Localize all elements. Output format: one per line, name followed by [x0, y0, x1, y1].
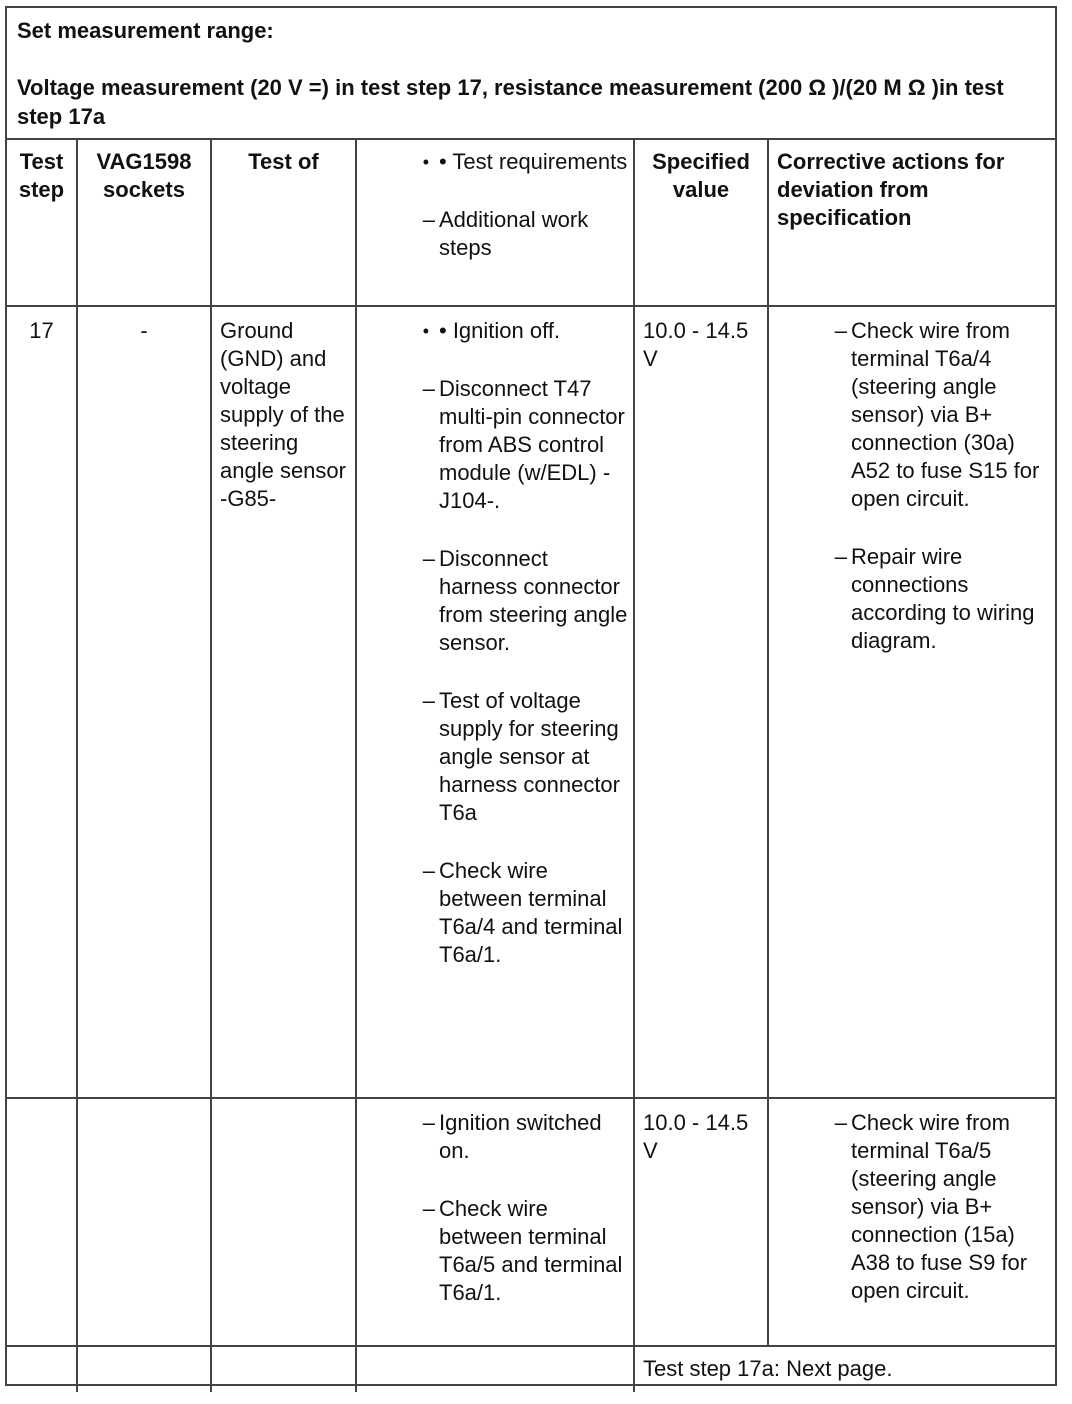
list-item: – Test of voltage supply for steering angle sensor at harness connector T6a	[357, 687, 629, 827]
list-item: – Disconnect harness connector from steering angle sensor.	[357, 545, 629, 657]
header-corrective: Corrective actions for deviation from specification	[768, 140, 1055, 306]
row17-sockets: -	[77, 306, 211, 1098]
list-item: – Repair wire connections according to wiring diagram.	[769, 543, 1051, 655]
dash-icon	[419, 206, 435, 234]
header-test-step: Test step	[7, 140, 77, 306]
header-requirements	[356, 140, 634, 306]
dash-icon	[831, 1109, 847, 1137]
list-item: – Check wire from terminal T6a/5 (steering angle sensor) via B+ connection (15a) A38 to fuse S9 for open circuit.	[769, 1109, 1051, 1305]
dash-icon	[419, 375, 435, 403]
row2-requirements	[356, 1098, 634, 1346]
table-row	[7, 1098, 1055, 1346]
dash-icon	[831, 543, 847, 571]
row17-specified: 10.0 - 14.5 V	[634, 306, 768, 1098]
footer-empty-4	[356, 1346, 634, 1392]
list-item: – Check wire between terminal T6a/5 and terminal T6a/1.	[357, 1195, 629, 1307]
row2-step	[7, 1098, 77, 1346]
list-item: – Check wire between terminal T6a/4 and terminal T6a/1.	[357, 857, 629, 969]
footer-empty-2	[77, 1346, 211, 1392]
footer-empty-3	[211, 1346, 356, 1392]
row17-test-of: Ground (GND) and voltage supply of the steering angle sensor -G85-	[211, 306, 356, 1098]
list-item: – Ignition switched on.	[357, 1109, 629, 1165]
header-sockets: VAG1598 sockets	[77, 140, 211, 306]
dash-icon	[419, 687, 435, 715]
bullet-icon	[413, 148, 429, 176]
list-item: – Disconnect T47 multi-pin connector from ABS control module (w/EDL) -J104-.	[357, 375, 629, 515]
dash-icon	[419, 857, 435, 885]
list-item: • • Ignition off.	[357, 317, 629, 345]
footer-empty-1	[7, 1346, 77, 1392]
row2-specified: 10.0 - 14.5 V	[634, 1098, 768, 1346]
header-req-dash: – Additional work steps	[357, 206, 629, 262]
header-req-bullet: • • Test requirements	[357, 148, 629, 176]
header-test-of: Test of	[211, 140, 356, 306]
bullet-icon	[413, 317, 429, 345]
measurement-range-banner	[7, 8, 1055, 140]
dash-icon	[419, 1195, 435, 1223]
table-row	[7, 306, 1055, 1098]
row2-corrective	[768, 1098, 1055, 1346]
list-item: – Check wire from terminal T6a/4 (steering angle sensor) via B+ connection (30a) A52 to fuse S15 for open circuit.	[769, 317, 1051, 513]
dash-icon	[419, 1109, 435, 1137]
next-page-note: Test step 17a: Next page.	[634, 1346, 1055, 1392]
row17-requirements	[356, 306, 634, 1098]
banner-description: Voltage measurement (20 V =) in test step 17, resistance measurement (200 Ω )/(20 M Ω )in test step 17a	[17, 75, 1004, 129]
test-steps-table	[7, 140, 1055, 1392]
row2-test-of	[211, 1098, 356, 1346]
table-header-row	[7, 140, 1055, 306]
banner-title: Set measurement range:	[17, 18, 274, 43]
row17-step: 17	[7, 306, 77, 1098]
table-footer-row	[7, 1346, 1055, 1392]
row17-corrective	[768, 306, 1055, 1098]
dash-icon	[831, 317, 847, 345]
dash-icon	[419, 545, 435, 573]
test-table-document	[5, 6, 1057, 1386]
header-specified: Specified value	[634, 140, 768, 306]
row2-sockets	[77, 1098, 211, 1346]
